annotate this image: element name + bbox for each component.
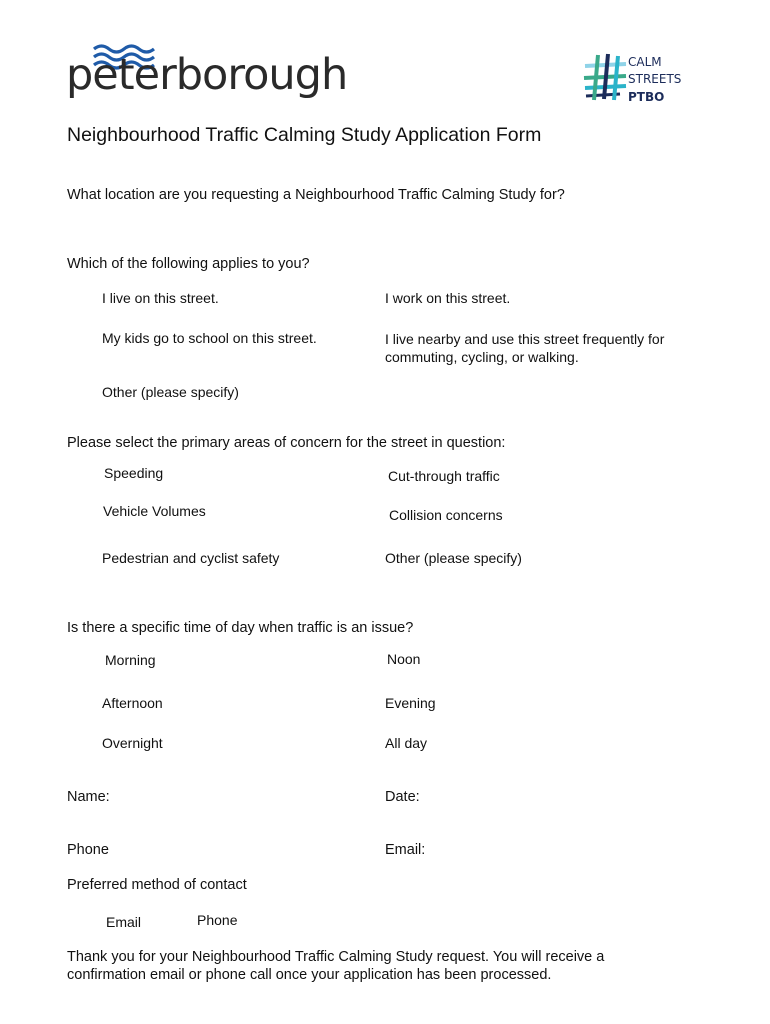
calm-streets-line1: CALM [628, 55, 662, 69]
contact-question: Preferred method of contact [67, 877, 247, 893]
peterborough-logo: peterborough [66, 50, 348, 100]
location-question: What location are you requesting a Neighbourhood Traffic Calming Study for? [67, 187, 565, 203]
calm-streets-hash-icon [582, 52, 628, 102]
page-title: Neighbourhood Traffic Calming Study Application Form [67, 124, 542, 146]
option-cut-through[interactable]: Cut-through traffic [388, 468, 500, 484]
date-label: Date: [385, 789, 420, 805]
option-vehicle-volumes[interactable]: Vehicle Volumes [103, 503, 206, 519]
option-contact-phone[interactable]: Phone [197, 912, 238, 928]
option-concern-other[interactable]: Other (please specify) [385, 550, 522, 566]
email-label: Email: [385, 842, 426, 858]
option-evening[interactable]: Evening [385, 695, 436, 711]
option-morning[interactable]: Morning [105, 652, 156, 668]
thank-you-message: Thank you for your Neighbourhood Traffic Calming Study request. You will receive a confirmation email or phone call once your application has been processed. [67, 949, 605, 983]
time-question: Is there a specific time of day when traffic is an issue? [67, 620, 414, 636]
name-label: Name: [67, 789, 110, 805]
option-speeding[interactable]: Speeding [104, 465, 164, 481]
calm-streets-line2: STREETS [628, 72, 682, 86]
phone-label: Phone [67, 842, 109, 858]
option-contact-email[interactable]: Email [106, 914, 142, 930]
option-applies-other[interactable]: Other (please specify) [102, 384, 239, 400]
concern-question: Please select the primary areas of concern for the street in question: [67, 435, 506, 451]
option-work-on-street[interactable]: I work on this street. [385, 290, 511, 306]
applies-question: Which of the following applies to you? [67, 256, 310, 272]
option-kids-school[interactable]: My kids go to school on this street. [102, 330, 317, 346]
option-pedestrian-cyclist[interactable]: Pedestrian and cyclist safety [102, 550, 280, 566]
calm-streets-line3: PTBO [628, 90, 665, 104]
option-live-nearby[interactable]: I live nearby and use this street frequently for commuting, cycling, or walking. [385, 331, 665, 365]
option-afternoon[interactable]: Afternoon [102, 695, 163, 711]
option-noon[interactable]: Noon [387, 651, 421, 667]
option-collision[interactable]: Collision concerns [389, 507, 503, 523]
option-all-day[interactable]: All day [385, 735, 428, 751]
option-overnight[interactable]: Overnight [102, 735, 163, 751]
option-live-on-street[interactable]: I live on this street. [102, 290, 219, 306]
